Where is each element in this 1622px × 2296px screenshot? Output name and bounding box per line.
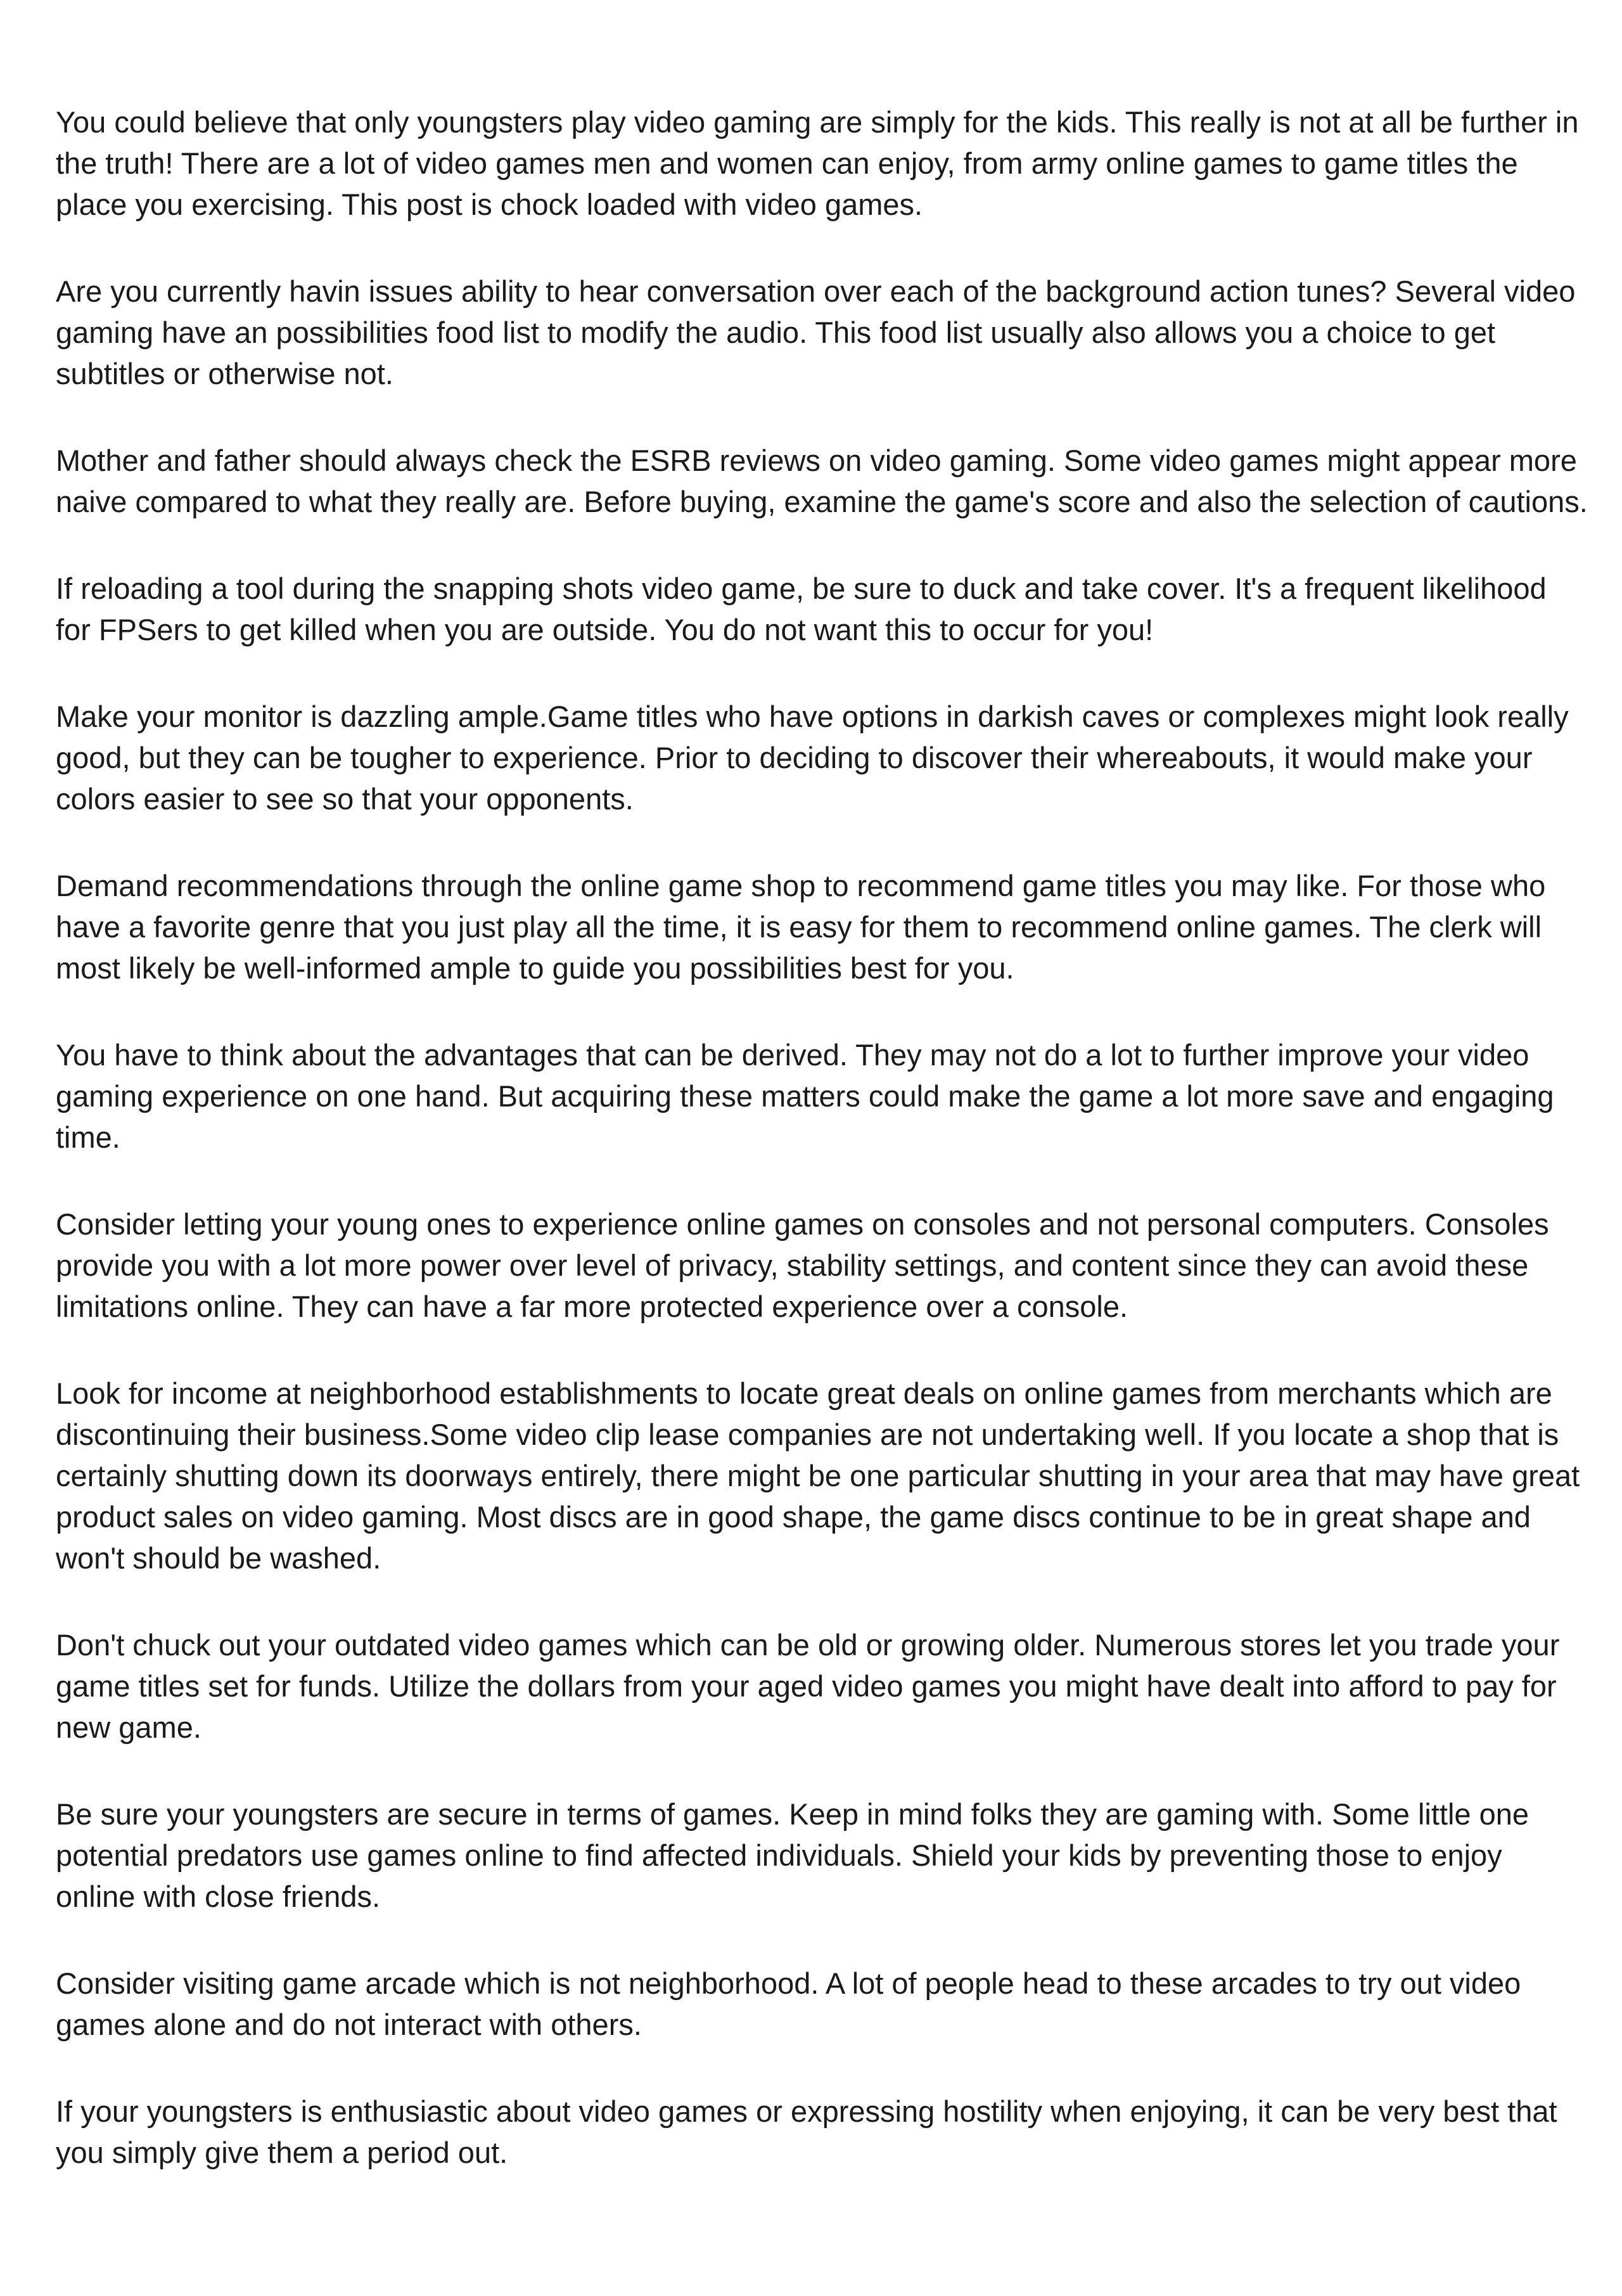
paragraph-10: Don't chuck out your outdated video games which can be old or growing older. Numerous stores let you trade your game titles set for funds. Utilize the dollars from your aged video games you might have dealt into afford to pay for new game. [56,1628,1560,1744]
paragraph-13: If your youngsters is enthusiastic about video games or expressing hostility when enjoying, it can be very best that you simply give them a period out. [56,2094,1557,2169]
paragraph-3: Mother and father should always check the ESRB reviews on video gaming. Some video games might appear more naive compared to what they really are. Before buying, examine the game's score and also the selection of cautions. [56,444,1588,518]
paragraph-7: You have to think about the advantages that can be derived. They may not do a lot to further improve your video gaming experience on one hand. But acquiring these matters could make the game a lot more save and engaging time. [56,1038,1554,1154]
paragraph-8: Consider letting your young ones to experience online games on consoles and not personal computers. Consoles provide you with a lot more power over level of privacy, stability settings, and content since they can avoid these limitations online. They can have a far more protected experience over a console. [56,1207,1549,1323]
paragraph-1: You could believe that only youngsters play video gaming are simply for the kids. This really is not at all be further in the truth! There are a lot of video games men and women can enjoy, from army online games to game titles the place you exercising. This post is chock loaded with video games. [56,105,1579,221]
paragraph-5: Make your monitor is dazzling ample.Game titles who have options in darkish caves or complexes might look really good, but they can be tougher to experience. Prior to deciding to discover their whereabouts, it would make your colors easier to see so that your opponents. [56,700,1569,816]
paragraph-6: Demand recommendations through the online game shop to recommend game titles you may like. For those who have a favorite genre that you just play all the time, it is easy for them to recommend online games. The clerk will most likely be well-informed ample to guide you possibilities best for you. [56,869,1546,985]
document-body [56,101,1589,2173]
paragraph-4: If reloading a tool during the snapping shots video game, be sure to duck and take cover. It's a frequent likelihood for FPSers to get killed when you are outside. You do not want this to occur for you! [56,572,1547,646]
paragraph-9: Look for income at neighborhood establishments to locate great deals on online games from merchants which are discontinuing their business.Some video clip lease companies are not undertaking well. If you locate a shop that is certainly shutting down its doorways entirely, there might be one particular shutting in your area that may have great product sales on video gaming. Most discs are in good shape, the game discs continue to be in great shape and won't should be washed. [56,1376,1580,1575]
paragraph-11: Be sure your youngsters are secure in terms of games. Keep in mind folks they are gaming with. Some little one potential predators use games online to find affected individuals. Shield your kids by preventing those to enjoy online with close friends. [56,1797,1529,1913]
paragraph-2: Are you currently havin issues ability to hear conversation over each of the background action tunes? Several video gaming have an possibilities food list to modify the audio. This food list usually also allows you a choice to get subtitles or otherwise not. [56,274,1576,390]
paragraph-12: Consider visiting game arcade which is not neighborhood. A lot of people head to these arcades to try out video games alone and do not interact with others. [56,1966,1521,2041]
